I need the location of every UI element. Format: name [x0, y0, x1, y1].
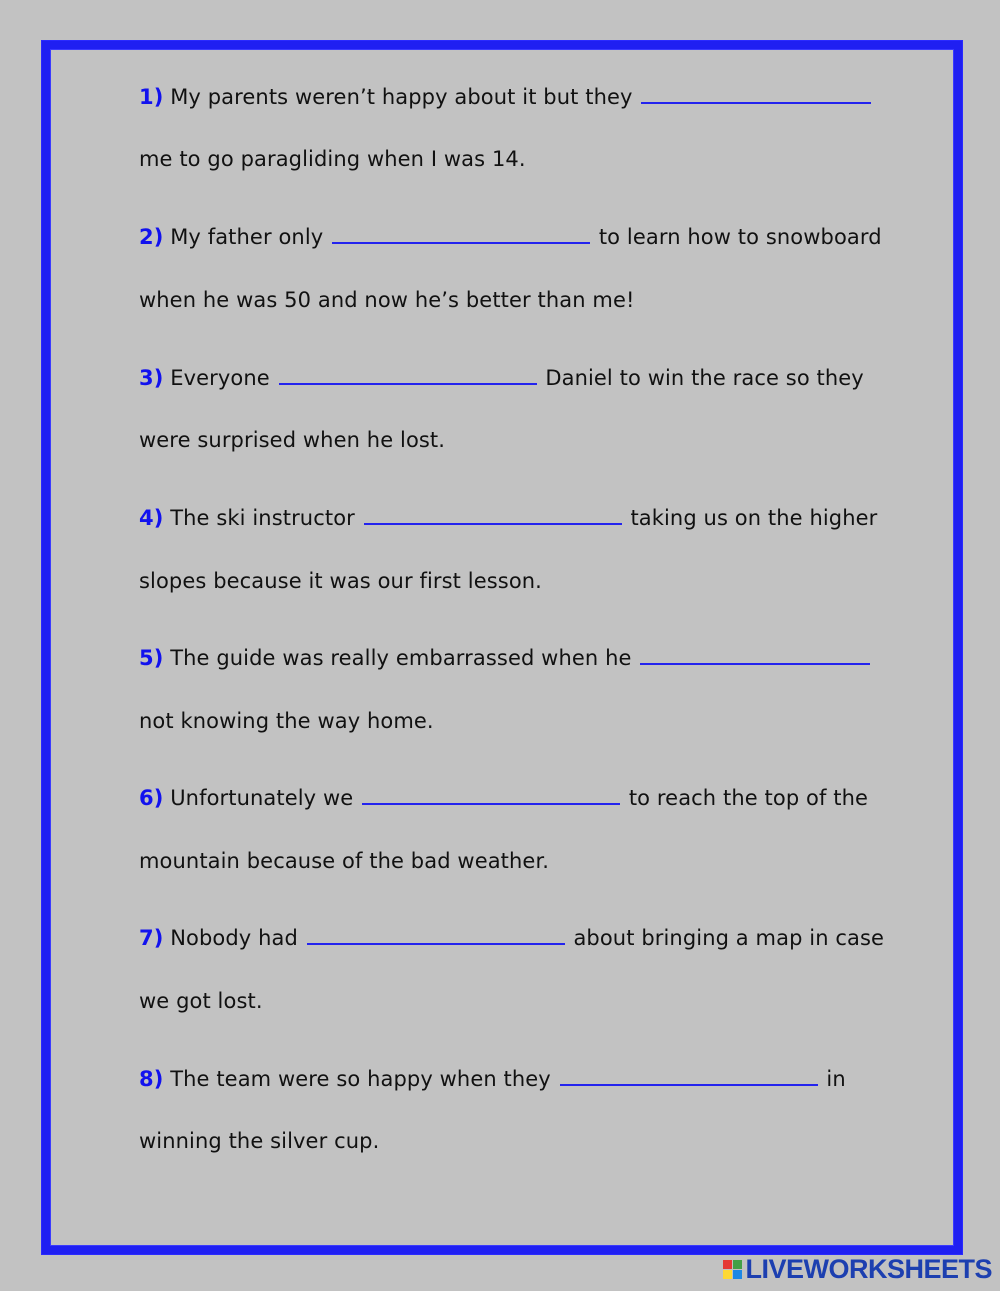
liveworksheets-logo[interactable] [723, 1254, 992, 1285]
question-7-line-1 [139, 925, 884, 950]
answer-blank-5[interactable] [640, 645, 870, 665]
question-3-line-1 [139, 365, 864, 390]
question-4-line-1 [139, 505, 877, 530]
question-2-line-2: when he was 50 and now he’s better than me! [139, 288, 635, 312]
question-5-line-2: not knowing the way home. [139, 709, 434, 733]
question-text: Nobody had [170, 926, 298, 950]
question-text: Unfortunately we [170, 786, 354, 810]
answer-blank-6[interactable] [362, 785, 620, 805]
question-8-line-1 [139, 1066, 846, 1091]
question-5-line-1 [139, 645, 872, 670]
question-text: Everyone [170, 366, 270, 390]
question-number: 4) [139, 506, 164, 530]
answer-blank-2[interactable] [332, 224, 590, 244]
question-text: The ski instructor [170, 506, 355, 530]
question-number: 6) [139, 786, 164, 810]
question-number: 7) [139, 926, 164, 950]
question-6-line-1 [139, 785, 868, 810]
question-text-after: about bringing a map in case [573, 926, 885, 950]
question-text-after: in [826, 1067, 846, 1091]
question-7-line-2: we got lost. [139, 989, 263, 1013]
answer-blank-7[interactable] [307, 925, 565, 945]
question-number: 1) [139, 85, 164, 109]
question-text-after: to reach the top of the [628, 786, 868, 810]
question-text: The guide was really embarrassed when he [170, 646, 632, 670]
question-text-after: to learn how to snowboard [598, 225, 882, 249]
question-number: 8) [139, 1067, 164, 1091]
question-text-after: Daniel to win the race so they [545, 366, 864, 390]
question-text: My parents weren’t happy about it but they [170, 85, 633, 109]
brand-name: LIVEWORKSHEETS [745, 1254, 992, 1284]
answer-blank-3[interactable] [279, 365, 537, 385]
question-text-after: taking us on the higher [630, 506, 878, 530]
question-text: My father only [170, 225, 324, 249]
question-number: 3) [139, 366, 164, 390]
question-number: 5) [139, 646, 164, 670]
question-number: 2) [139, 225, 164, 249]
question-text: The team were so happy when they [170, 1067, 551, 1091]
question-3-line-2: were surprised when he lost. [139, 428, 446, 452]
liveworksheets-logo-icon [723, 1260, 742, 1279]
question-2-line-1 [139, 224, 882, 249]
question-4-line-2: slopes because it was our first lesson. [139, 569, 542, 593]
question-6-line-2: mountain because of the bad weather. [139, 849, 550, 873]
answer-blank-1[interactable] [641, 84, 871, 104]
question-8-line-2: winning the silver cup. [139, 1129, 380, 1153]
answer-blank-8[interactable] [560, 1066, 818, 1086]
question-1-line-1 [139, 84, 873, 109]
question-1-line-2: me to go paragliding when I was 14. [139, 147, 526, 171]
answer-blank-4[interactable] [364, 505, 622, 525]
